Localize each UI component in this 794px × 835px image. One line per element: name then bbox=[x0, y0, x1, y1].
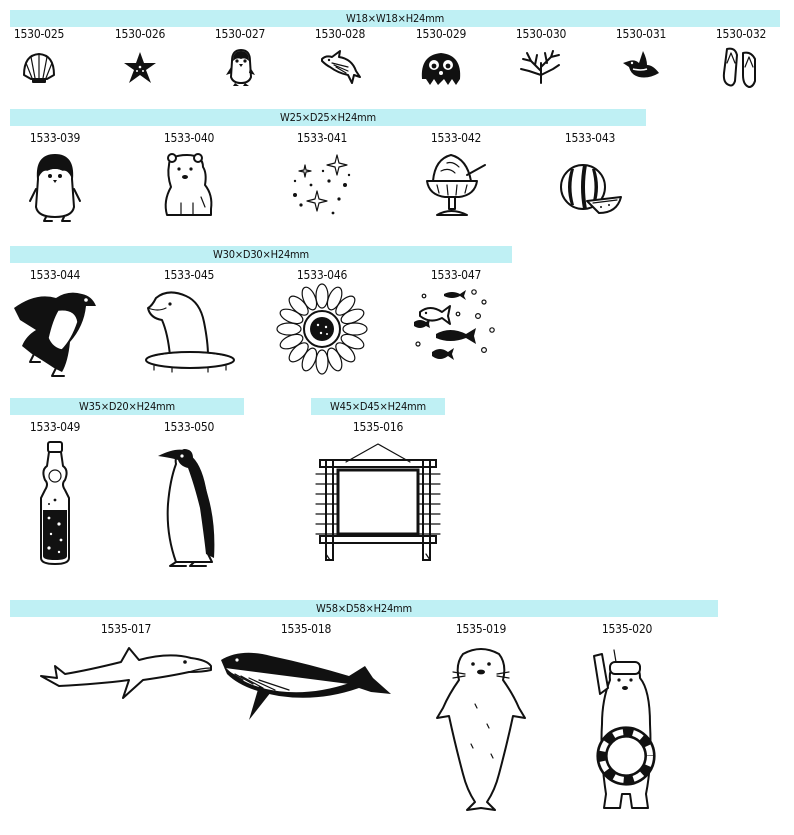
stamp-item[interactable] bbox=[285, 27, 395, 41]
baby-penguin-icon bbox=[28, 151, 82, 223]
shaved-ice-icon bbox=[421, 151, 491, 221]
size-band-w45: W45×D45×H24mm bbox=[311, 398, 445, 415]
product-code: 1530-030 bbox=[515, 27, 567, 41]
stamp-item[interactable] bbox=[386, 27, 496, 41]
product-code: 1535-018 bbox=[280, 622, 332, 636]
stamp-item[interactable] bbox=[323, 420, 433, 434]
stamp-item[interactable] bbox=[0, 131, 110, 145]
stamp-item[interactable] bbox=[134, 420, 244, 434]
whale-icon bbox=[219, 646, 393, 726]
size-band-w30: W30×D30×H24mm bbox=[10, 246, 512, 263]
small-penguin-icon bbox=[223, 47, 257, 87]
stamp-item[interactable] bbox=[267, 268, 377, 282]
product-code: 1535-019 bbox=[455, 622, 507, 636]
product-code: 1533-049 bbox=[29, 420, 81, 434]
stamp-item[interactable] bbox=[0, 420, 110, 434]
product-code: 1533-040 bbox=[163, 131, 215, 145]
product-code: 1533-046 bbox=[296, 268, 348, 282]
size-band-w25: W25×D25×H24mm bbox=[10, 109, 646, 126]
stamp-item[interactable] bbox=[486, 27, 596, 41]
polar-bear-icon bbox=[161, 151, 217, 217]
stamp-item[interactable] bbox=[267, 131, 377, 145]
bird-icon bbox=[621, 49, 661, 85]
stamp-item[interactable] bbox=[85, 27, 195, 41]
product-code: 1533-039 bbox=[29, 131, 81, 145]
snorkel-polar-bear-icon bbox=[592, 644, 662, 816]
product-code: 1533-047 bbox=[430, 268, 482, 282]
product-code: 1533-042 bbox=[430, 131, 482, 145]
stamp-item[interactable] bbox=[185, 27, 295, 41]
stamp-item[interactable] bbox=[71, 622, 181, 636]
product-code: 1533-043 bbox=[564, 131, 616, 145]
product-code: 1530-029 bbox=[415, 27, 467, 41]
dolphin-head-icon bbox=[142, 288, 236, 372]
octopus-icon bbox=[418, 49, 464, 87]
flip-flops-icon bbox=[721, 45, 761, 89]
product-code: 1530-025 bbox=[13, 27, 65, 41]
product-code: 1533-044 bbox=[29, 268, 81, 282]
seal-icon bbox=[435, 644, 527, 814]
sparkles-icon bbox=[289, 151, 355, 217]
stamp-item[interactable] bbox=[0, 27, 94, 41]
size-band-w35: W35×D20×H24mm bbox=[10, 398, 244, 415]
coral-icon bbox=[519, 49, 563, 85]
stamp-item[interactable] bbox=[134, 268, 244, 282]
ramune-bottle-icon bbox=[35, 440, 75, 566]
stamp-item[interactable] bbox=[686, 27, 794, 41]
stamp-item[interactable] bbox=[401, 131, 511, 145]
product-code: 1530-026 bbox=[114, 27, 166, 41]
large-dolphin-icon bbox=[39, 646, 213, 720]
product-code: 1530-032 bbox=[715, 27, 767, 41]
dolphin-icon bbox=[318, 45, 362, 89]
stamp-item[interactable] bbox=[426, 622, 536, 636]
stamp-item[interactable] bbox=[586, 27, 696, 41]
starfish-icon bbox=[122, 51, 158, 85]
seashell-icon bbox=[20, 51, 58, 85]
stamp-item[interactable] bbox=[251, 622, 361, 636]
bamboo-frame-icon bbox=[316, 440, 440, 562]
stamp-item[interactable] bbox=[572, 622, 682, 636]
product-code: 1535-020 bbox=[601, 622, 653, 636]
swimming-penguin-icon bbox=[12, 286, 98, 380]
watermelon-icon bbox=[557, 159, 623, 219]
product-code: 1533-041 bbox=[296, 131, 348, 145]
emperor-penguin-icon bbox=[156, 444, 222, 568]
stamp-item[interactable] bbox=[0, 268, 110, 282]
size-band-w58: W58×D58×H24mm bbox=[10, 600, 718, 617]
sunflower-icon bbox=[277, 284, 367, 374]
product-code: 1533-050 bbox=[163, 420, 215, 434]
product-code: 1535-016 bbox=[352, 420, 404, 434]
product-code: 1530-027 bbox=[214, 27, 266, 41]
product-code: 1530-028 bbox=[314, 27, 366, 41]
product-code: 1533-045 bbox=[163, 268, 215, 282]
size-band-w18: W18×W18×H24mm bbox=[10, 10, 780, 27]
stamp-item[interactable] bbox=[134, 131, 244, 145]
fish-school-icon bbox=[414, 286, 498, 370]
product-code: 1530-031 bbox=[615, 27, 667, 41]
stamp-item[interactable] bbox=[401, 268, 511, 282]
product-code: 1535-017 bbox=[100, 622, 152, 636]
stamp-item[interactable] bbox=[535, 131, 645, 145]
